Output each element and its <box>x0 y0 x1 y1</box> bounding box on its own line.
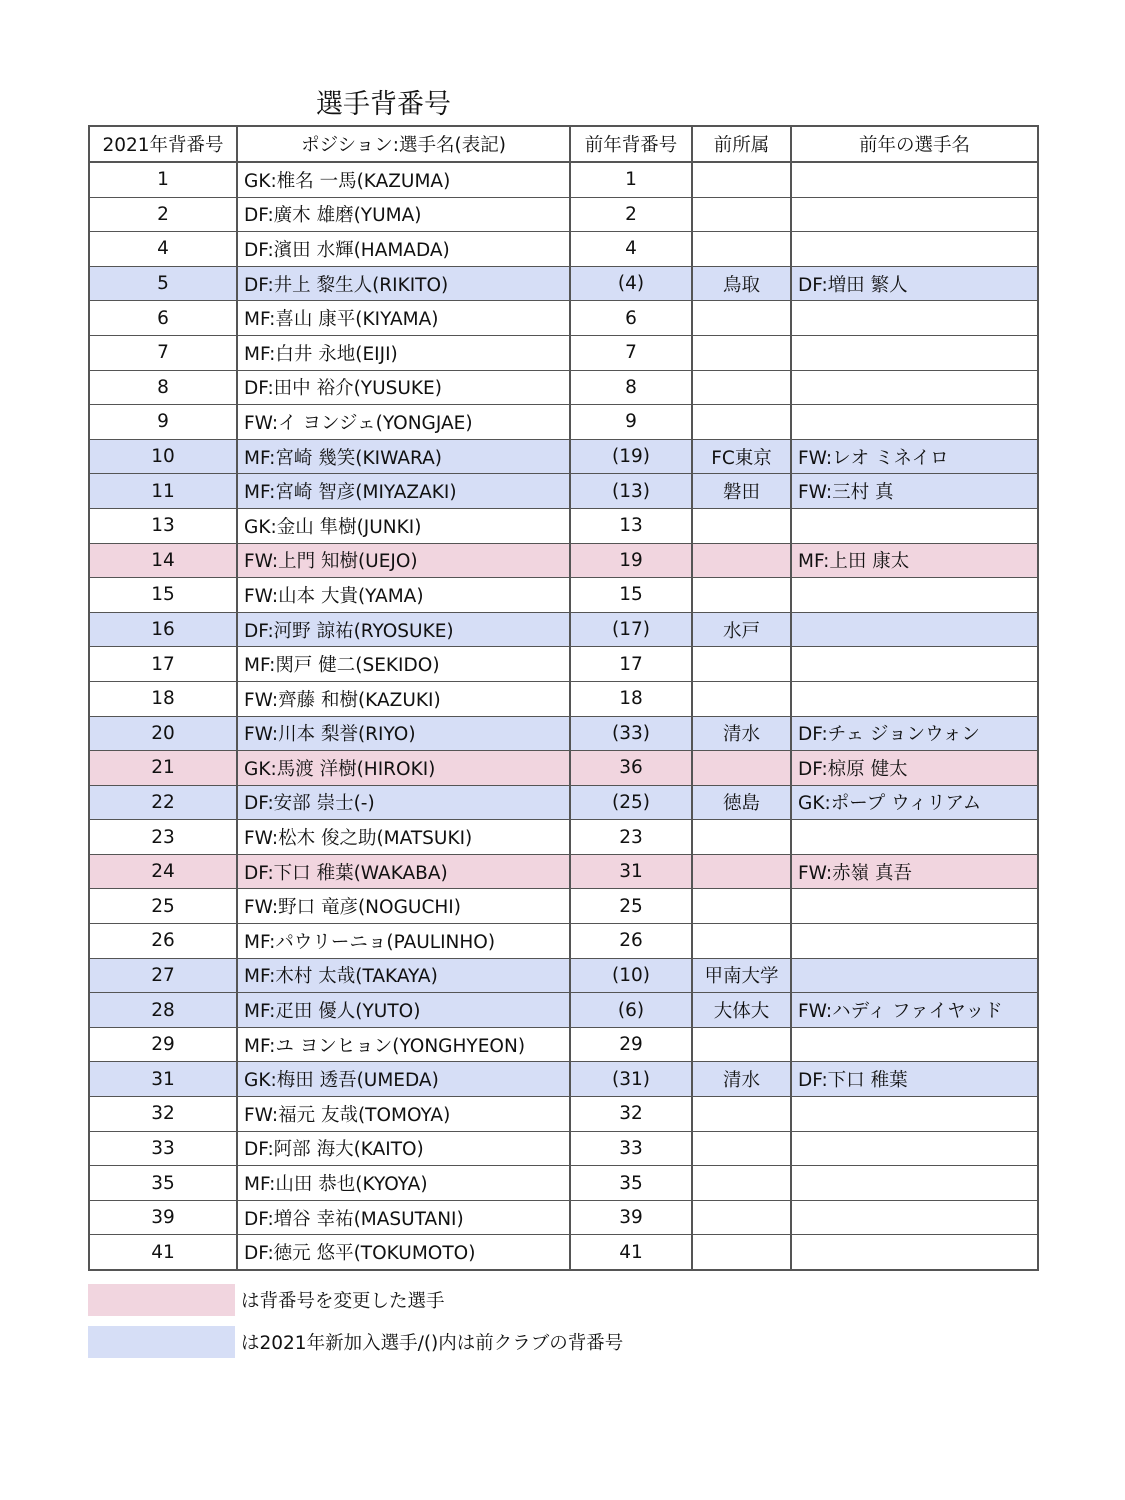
table-row <box>89 1131 1038 1166</box>
table-row <box>89 1200 1038 1235</box>
table-row <box>89 1235 1038 1270</box>
cell-previous-player <box>791 924 1038 959</box>
header-position-name: ポジション:選手名(表記) <box>237 126 570 162</box>
cell-previous-number: 29 <box>570 1027 692 1062</box>
cell-previous-number: (25) <box>570 785 692 820</box>
cell-position-name: GK:馬渡 洋樹(HIROKI) <box>237 751 570 786</box>
cell-previous-club: 清水 <box>692 716 791 751</box>
table-row <box>89 1166 1038 1201</box>
cell-previous-player: FW:ハディ ファイヤッド <box>791 993 1038 1028</box>
header-previous-club: 前所属 <box>692 126 791 162</box>
cell-number: 27 <box>89 958 237 993</box>
cell-previous-player: DF:下口 稚葉 <box>791 1062 1038 1097</box>
cell-previous-number: 9 <box>570 405 692 440</box>
cell-position-name: MF:木村 太哉(TAKAYA) <box>237 958 570 993</box>
cell-previous-club <box>692 820 791 855</box>
cell-previous-number: 19 <box>570 543 692 578</box>
cell-previous-player <box>791 405 1038 440</box>
cell-previous-player: DF:チェ ジョンウォン <box>791 716 1038 751</box>
cell-previous-club <box>692 1097 791 1132</box>
table-row <box>89 647 1038 682</box>
cell-position-name: FW:イ ヨンジェ(YONGJAE) <box>237 405 570 440</box>
cell-position-name: DF:阿部 海大(KAITO) <box>237 1131 570 1166</box>
cell-previous-number: 18 <box>570 681 692 716</box>
cell-previous-player: DF:椋原 健太 <box>791 751 1038 786</box>
table-row <box>89 889 1038 924</box>
cell-previous-player <box>791 1131 1038 1166</box>
header-number: 2021年背番号 <box>89 126 237 162</box>
legend-new-text: は2021年新加入選手/()内は前クラブの背番号 <box>241 1333 624 1354</box>
cell-previous-club <box>692 543 791 578</box>
table-row <box>89 1097 1038 1132</box>
cell-previous-number: (17) <box>570 612 692 647</box>
cell-previous-player <box>791 508 1038 543</box>
cell-previous-club <box>692 1200 791 1235</box>
table-row <box>89 405 1038 440</box>
cell-previous-number: 17 <box>570 647 692 682</box>
cell-position-name: FW:齊藤 和樹(KAZUKI) <box>237 681 570 716</box>
cell-number: 24 <box>89 854 237 889</box>
cell-position-name: MF:宮崎 幾笑(KIWARA) <box>237 439 570 474</box>
cell-previous-number: 25 <box>570 889 692 924</box>
cell-position-name: FW:野口 竜彦(NOGUCHI) <box>237 889 570 924</box>
cell-position-name: DF:徳元 悠平(TOKUMOTO) <box>237 1235 570 1270</box>
table-row <box>89 820 1038 855</box>
cell-previous-club <box>692 1027 791 1062</box>
header-row <box>89 126 1038 162</box>
cell-number: 23 <box>89 820 237 855</box>
cell-previous-player <box>791 370 1038 405</box>
cell-previous-player <box>791 889 1038 924</box>
table-row <box>89 162 1038 197</box>
cell-position-name: DF:濱田 水輝(HAMADA) <box>237 232 570 267</box>
cell-previous-number: 2 <box>570 197 692 232</box>
cell-previous-number: 35 <box>570 1166 692 1201</box>
table-row <box>89 335 1038 370</box>
cell-previous-player <box>791 612 1038 647</box>
table-row <box>89 508 1038 543</box>
cell-previous-club <box>692 335 791 370</box>
cell-previous-club <box>692 370 791 405</box>
cell-previous-number: (6) <box>570 993 692 1028</box>
cell-position-name: GK:梅田 透吾(UMEDA) <box>237 1062 570 1097</box>
cell-number: 13 <box>89 508 237 543</box>
cell-previous-player <box>791 1097 1038 1132</box>
legend-changed-swatch <box>88 1284 235 1316</box>
cell-position-name: DF:田中 裕介(YUSUKE) <box>237 370 570 405</box>
cell-previous-player: FW:赤嶺 真吾 <box>791 854 1038 889</box>
cell-previous-number: (13) <box>570 474 692 509</box>
cell-previous-number: 6 <box>570 301 692 336</box>
cell-previous-club <box>692 301 791 336</box>
cell-number: 17 <box>89 647 237 682</box>
cell-number: 39 <box>89 1200 237 1235</box>
cell-position-name: GK:金山 隼樹(JUNKI) <box>237 508 570 543</box>
legend-new <box>88 1325 623 1359</box>
cell-previous-number: 33 <box>570 1131 692 1166</box>
cell-previous-number: (19) <box>570 439 692 474</box>
cell-number: 22 <box>89 785 237 820</box>
cell-number: 16 <box>89 612 237 647</box>
legend-new-swatch <box>88 1326 235 1358</box>
cell-position-name: GK:椎名 一馬(KAZUMA) <box>237 162 570 197</box>
cell-position-name: MF:パウリーニョ(PAULINHO) <box>237 924 570 959</box>
cell-previous-club <box>692 854 791 889</box>
cell-previous-club: 鳥取 <box>692 266 791 301</box>
table-row <box>89 474 1038 509</box>
cell-previous-number: 39 <box>570 1200 692 1235</box>
cell-number: 32 <box>89 1097 237 1132</box>
cell-position-name: DF:河野 諒祐(RYOSUKE) <box>237 612 570 647</box>
cell-previous-player <box>791 1235 1038 1270</box>
cell-number: 21 <box>89 751 237 786</box>
cell-previous-player <box>791 647 1038 682</box>
cell-position-name: FW:川本 梨誉(RIYO) <box>237 716 570 751</box>
cell-previous-number: (10) <box>570 958 692 993</box>
cell-previous-player: DF:増田 繁人 <box>791 266 1038 301</box>
cell-number: 26 <box>89 924 237 959</box>
cell-previous-club: 大体大 <box>692 993 791 1028</box>
cell-number: 28 <box>89 993 237 1028</box>
cell-previous-number: 7 <box>570 335 692 370</box>
cell-number: 18 <box>89 681 237 716</box>
cell-number: 8 <box>89 370 237 405</box>
cell-previous-club <box>692 405 791 440</box>
cell-previous-number: (31) <box>570 1062 692 1097</box>
cell-number: 1 <box>89 162 237 197</box>
page-title: 選手背番号 <box>316 89 451 120</box>
cell-previous-player <box>791 1166 1038 1201</box>
cell-number: 6 <box>89 301 237 336</box>
cell-previous-club <box>692 751 791 786</box>
cell-number: 20 <box>89 716 237 751</box>
cell-previous-club <box>692 1166 791 1201</box>
cell-previous-number: (4) <box>570 266 692 301</box>
cell-number: 15 <box>89 578 237 613</box>
cell-previous-player <box>791 335 1038 370</box>
table-row <box>89 578 1038 613</box>
cell-previous-player <box>791 1200 1038 1235</box>
cell-position-name: MF:ユ ヨンヒョン(YONGHYEON) <box>237 1027 570 1062</box>
table-row <box>89 924 1038 959</box>
table-row <box>89 612 1038 647</box>
cell-position-name: DF:下口 稚葉(WAKABA) <box>237 854 570 889</box>
cell-previous-player: GK:ポープ ウィリアム <box>791 785 1038 820</box>
cell-previous-club: FC東京 <box>692 439 791 474</box>
legend-changed-text: は背番号を変更した選手 <box>241 1291 445 1312</box>
cell-number: 4 <box>89 232 237 267</box>
cell-previous-number: 15 <box>570 578 692 613</box>
cell-previous-club <box>692 1235 791 1270</box>
cell-previous-club: 甲南大学 <box>692 958 791 993</box>
cell-previous-club <box>692 232 791 267</box>
table-row <box>89 266 1038 301</box>
cell-previous-number: 23 <box>570 820 692 855</box>
cell-number: 33 <box>89 1131 237 1166</box>
header-previous-player: 前年の選手名 <box>791 126 1038 162</box>
cell-previous-player <box>791 162 1038 197</box>
legend-changed <box>88 1283 445 1317</box>
table-row <box>89 370 1038 405</box>
cell-previous-number: 36 <box>570 751 692 786</box>
cell-number: 7 <box>89 335 237 370</box>
cell-position-name: MF:宮崎 智彦(MIYAZAKI) <box>237 474 570 509</box>
cell-previous-club <box>692 1131 791 1166</box>
cell-number: 2 <box>89 197 237 232</box>
cell-position-name: FW:福元 友哉(TOMOYA) <box>237 1097 570 1132</box>
cell-previous-club <box>692 197 791 232</box>
cell-previous-club <box>692 162 791 197</box>
table-row <box>89 958 1038 993</box>
roster-body <box>89 162 1038 1270</box>
cell-previous-club <box>692 889 791 924</box>
cell-previous-number: 1 <box>570 162 692 197</box>
cell-previous-player: FW:レオ ミネイロ <box>791 439 1038 474</box>
cell-previous-player: FW:三村 真 <box>791 474 1038 509</box>
table-row <box>89 681 1038 716</box>
cell-previous-number: 41 <box>570 1235 692 1270</box>
cell-number: 25 <box>89 889 237 924</box>
cell-previous-number: 8 <box>570 370 692 405</box>
cell-number: 41 <box>89 1235 237 1270</box>
cell-number: 31 <box>89 1062 237 1097</box>
table-row <box>89 232 1038 267</box>
table-row <box>89 301 1038 336</box>
table-row <box>89 785 1038 820</box>
cell-number: 14 <box>89 543 237 578</box>
table-row <box>89 716 1038 751</box>
cell-previous-club <box>692 647 791 682</box>
cell-number: 10 <box>89 439 237 474</box>
cell-position-name: MF:関戸 健二(SEKIDO) <box>237 647 570 682</box>
cell-position-name: DF:廣木 雄磨(YUMA) <box>237 197 570 232</box>
cell-number: 5 <box>89 266 237 301</box>
cell-position-name: MF:白井 永地(EIJI) <box>237 335 570 370</box>
cell-position-name: MF:山田 恭也(KYOYA) <box>237 1166 570 1201</box>
cell-position-name: FW:上門 知樹(UEJO) <box>237 543 570 578</box>
cell-previous-number: 26 <box>570 924 692 959</box>
cell-previous-number: (33) <box>570 716 692 751</box>
cell-position-name: FW:山本 大貴(YAMA) <box>237 578 570 613</box>
table-row <box>89 751 1038 786</box>
cell-previous-player <box>791 197 1038 232</box>
cell-position-name: DF:増谷 幸祐(MASUTANI) <box>237 1200 570 1235</box>
cell-number: 29 <box>89 1027 237 1062</box>
cell-position-name: DF:安部 崇士(-) <box>237 785 570 820</box>
cell-position-name: DF:井上 黎生人(RIKITO) <box>237 266 570 301</box>
cell-previous-club: 水戸 <box>692 612 791 647</box>
cell-previous-player <box>791 1027 1038 1062</box>
table-row <box>89 854 1038 889</box>
header-previous-number: 前年背番号 <box>570 126 692 162</box>
cell-previous-player: MF:上田 康太 <box>791 543 1038 578</box>
table-row <box>89 1027 1038 1062</box>
table-row <box>89 439 1038 474</box>
cell-previous-club: 清水 <box>692 1062 791 1097</box>
cell-previous-club: 徳島 <box>692 785 791 820</box>
cell-position-name: MF:疋田 優人(YUTO) <box>237 993 570 1028</box>
table-row <box>89 543 1038 578</box>
cell-previous-player <box>791 301 1038 336</box>
cell-previous-player <box>791 578 1038 613</box>
cell-previous-number: 4 <box>570 232 692 267</box>
cell-previous-club <box>692 578 791 613</box>
table-row <box>89 197 1038 232</box>
cell-previous-club <box>692 681 791 716</box>
cell-number: 9 <box>89 405 237 440</box>
cell-previous-player <box>791 681 1038 716</box>
cell-previous-player <box>791 820 1038 855</box>
cell-number: 11 <box>89 474 237 509</box>
cell-previous-player <box>791 232 1038 267</box>
table-row <box>89 993 1038 1028</box>
table-row <box>89 1062 1038 1097</box>
cell-previous-club: 磐田 <box>692 474 791 509</box>
cell-position-name: FW:松木 俊之助(MATSUKI) <box>237 820 570 855</box>
cell-previous-club <box>692 924 791 959</box>
roster-table <box>88 125 1039 1271</box>
cell-position-name: MF:喜山 康平(KIYAMA) <box>237 301 570 336</box>
cell-previous-number: 13 <box>570 508 692 543</box>
cell-previous-player <box>791 958 1038 993</box>
cell-previous-number: 31 <box>570 854 692 889</box>
cell-previous-club <box>692 508 791 543</box>
cell-previous-number: 32 <box>570 1097 692 1132</box>
cell-number: 35 <box>89 1166 237 1201</box>
